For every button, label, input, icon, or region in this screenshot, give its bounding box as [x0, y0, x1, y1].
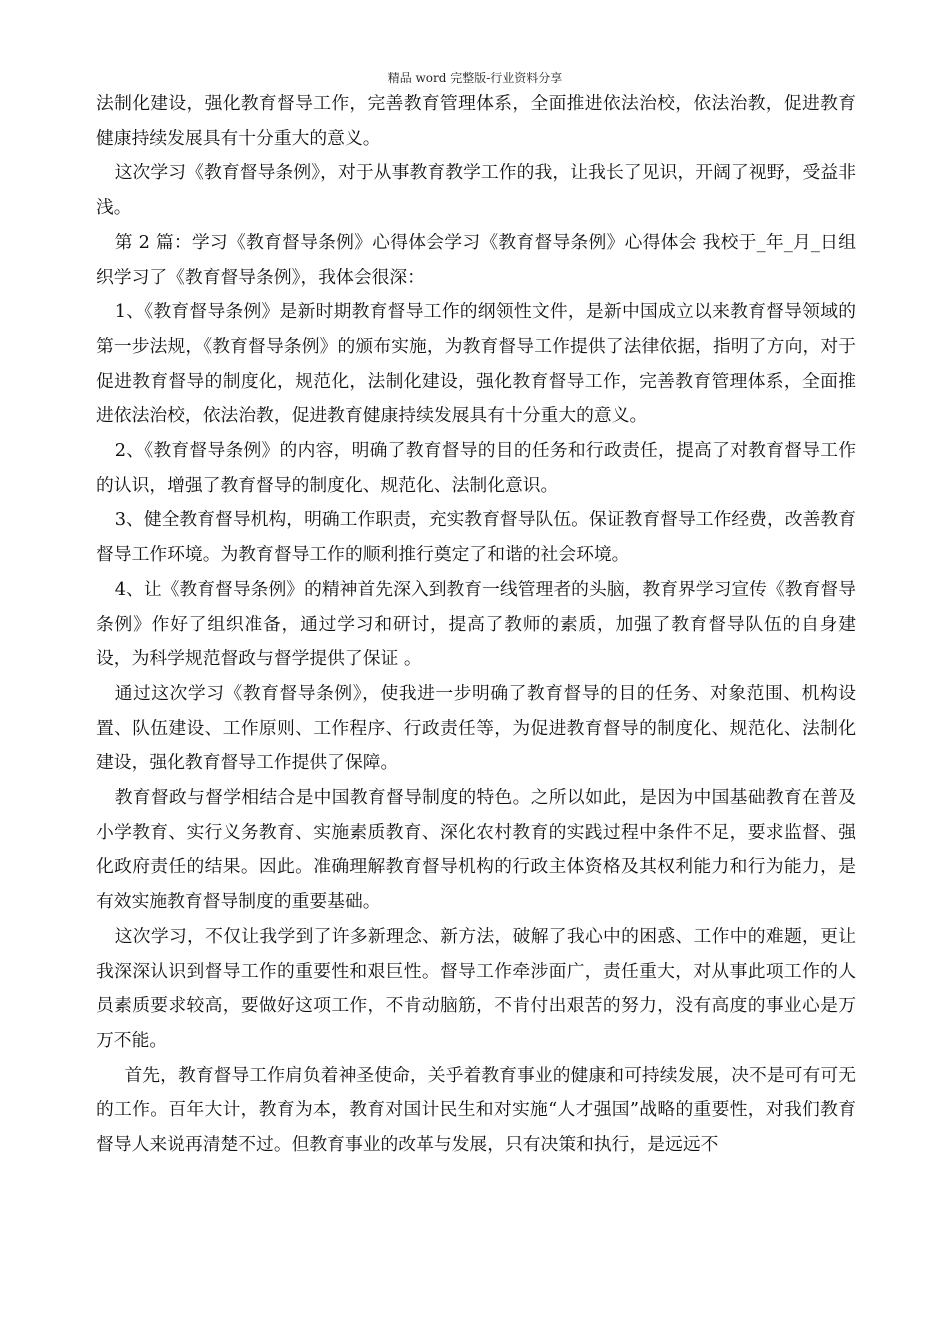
- paragraph: 法制化建设，强化教育督导工作，完善教育管理体系，全面推进依法治校，依法治教，促进教育健康持续发展具有十分重大的意义。: [96, 93, 856, 149]
- paragraph: 4、让《教育督导条例》的精神首先深入到教育一线管理者的头脑，教育界学习宣传《教育督导条例》作好了组织准备，通过学习和研讨，提高了教师的素质，加强了教育督导队伍的自身建设，为科学规范督政与督学提供了保证 。: [96, 578, 856, 670]
- document-body: [96, 87, 856, 1163]
- paragraph: 2、《教育督导条例》的内容，明确了教育督导的目的任务和行政责任，提高了对教育督导工作的认识，增强了教育督导的制度化、规范化、法制化意识。: [96, 440, 856, 496]
- page-header: 精品 word 完整版-行业资料分享: [387, 71, 563, 85]
- paragraph: 3、健全教育督导机构，明确工作职责，充实教育督导队伍。保证教育督导工作经费，改善教育督导工作环境。为教育督导工作的顺利推行奠定了和谐的社会环境。: [96, 509, 856, 566]
- paragraph: 首先，教育督导工作肩负着神圣使命，关乎着教育事业的健康和可持续发展，决不是可有可无的工作。百年大计，教育为本，教育对国计民生和对实施“人才强国”战略的重要性，对我们教育督导人来说再清楚不过。但教育事业的改革与发展，只有决策和执行，是远远不: [96, 1064, 856, 1156]
- paragraph: 教育督政与督学相结合是中国教育督导制度的特色。之所以如此，是因为中国基础教育在普及小学教育、实行义务教育、实施素质教育、深化农村教育的实践过程中条件不足，要求监督、强化政府责任的结果。因此。准确理解教育督导机构的行政主体资格及其权利能力和行为能力，是有效实施教育督导制度的重要基础。: [96, 787, 856, 913]
- paragraph: 这次学习《教育督导条例》，对于从事教育教学工作的我，让我长了见识，开阔了视野，受益非浅。: [96, 162, 856, 219]
- paragraph: 这次学习，不仅让我学到了许多新理念、新方法，破解了我心中的困惑、工作中的难题，更让我深深认识到督导工作的重要性和艰巨性。督导工作牵涉面广，责任重大，对从事此项工作的人员素质要求较高，要做好这项工作，不肯动脑筋，不肯付出艰苦的努力，没有高度的事业心是万万不能。: [96, 925, 856, 1051]
- paragraph: 第 2 篇：学习《教育督导条例》心得体会学习《教育督导条例》心得体会 我校于_年_月_日组织学习了《教育督导条例》，我体会很深：: [96, 231, 856, 288]
- paragraph: 1、《教育督导条例》是新时期教育督导工作的纲领性文件，是新中国成立以来教育督导领域的第一步法规，《教育督导条例》的颁布实施，为教育督导工作提供了法律依据，指明了方向，对于促进教育督导的制度化，规范化，法制化建设，强化教育督导工作，完善教育管理体系，全面推进依法治校，依法治教，促进教育健康持续发展具有十分重大的意义。: [96, 301, 856, 427]
- paragraph: 通过这次学习《教育督导条例》，使我进一步明确了教育督导的目的任务、对象范围、机构设置、队伍建设、工作原则、工作程序、行政责任等，为促进教育督导的制度化、规范化、法制化建设，强化教育督导工作提供了保障。: [96, 682, 856, 774]
